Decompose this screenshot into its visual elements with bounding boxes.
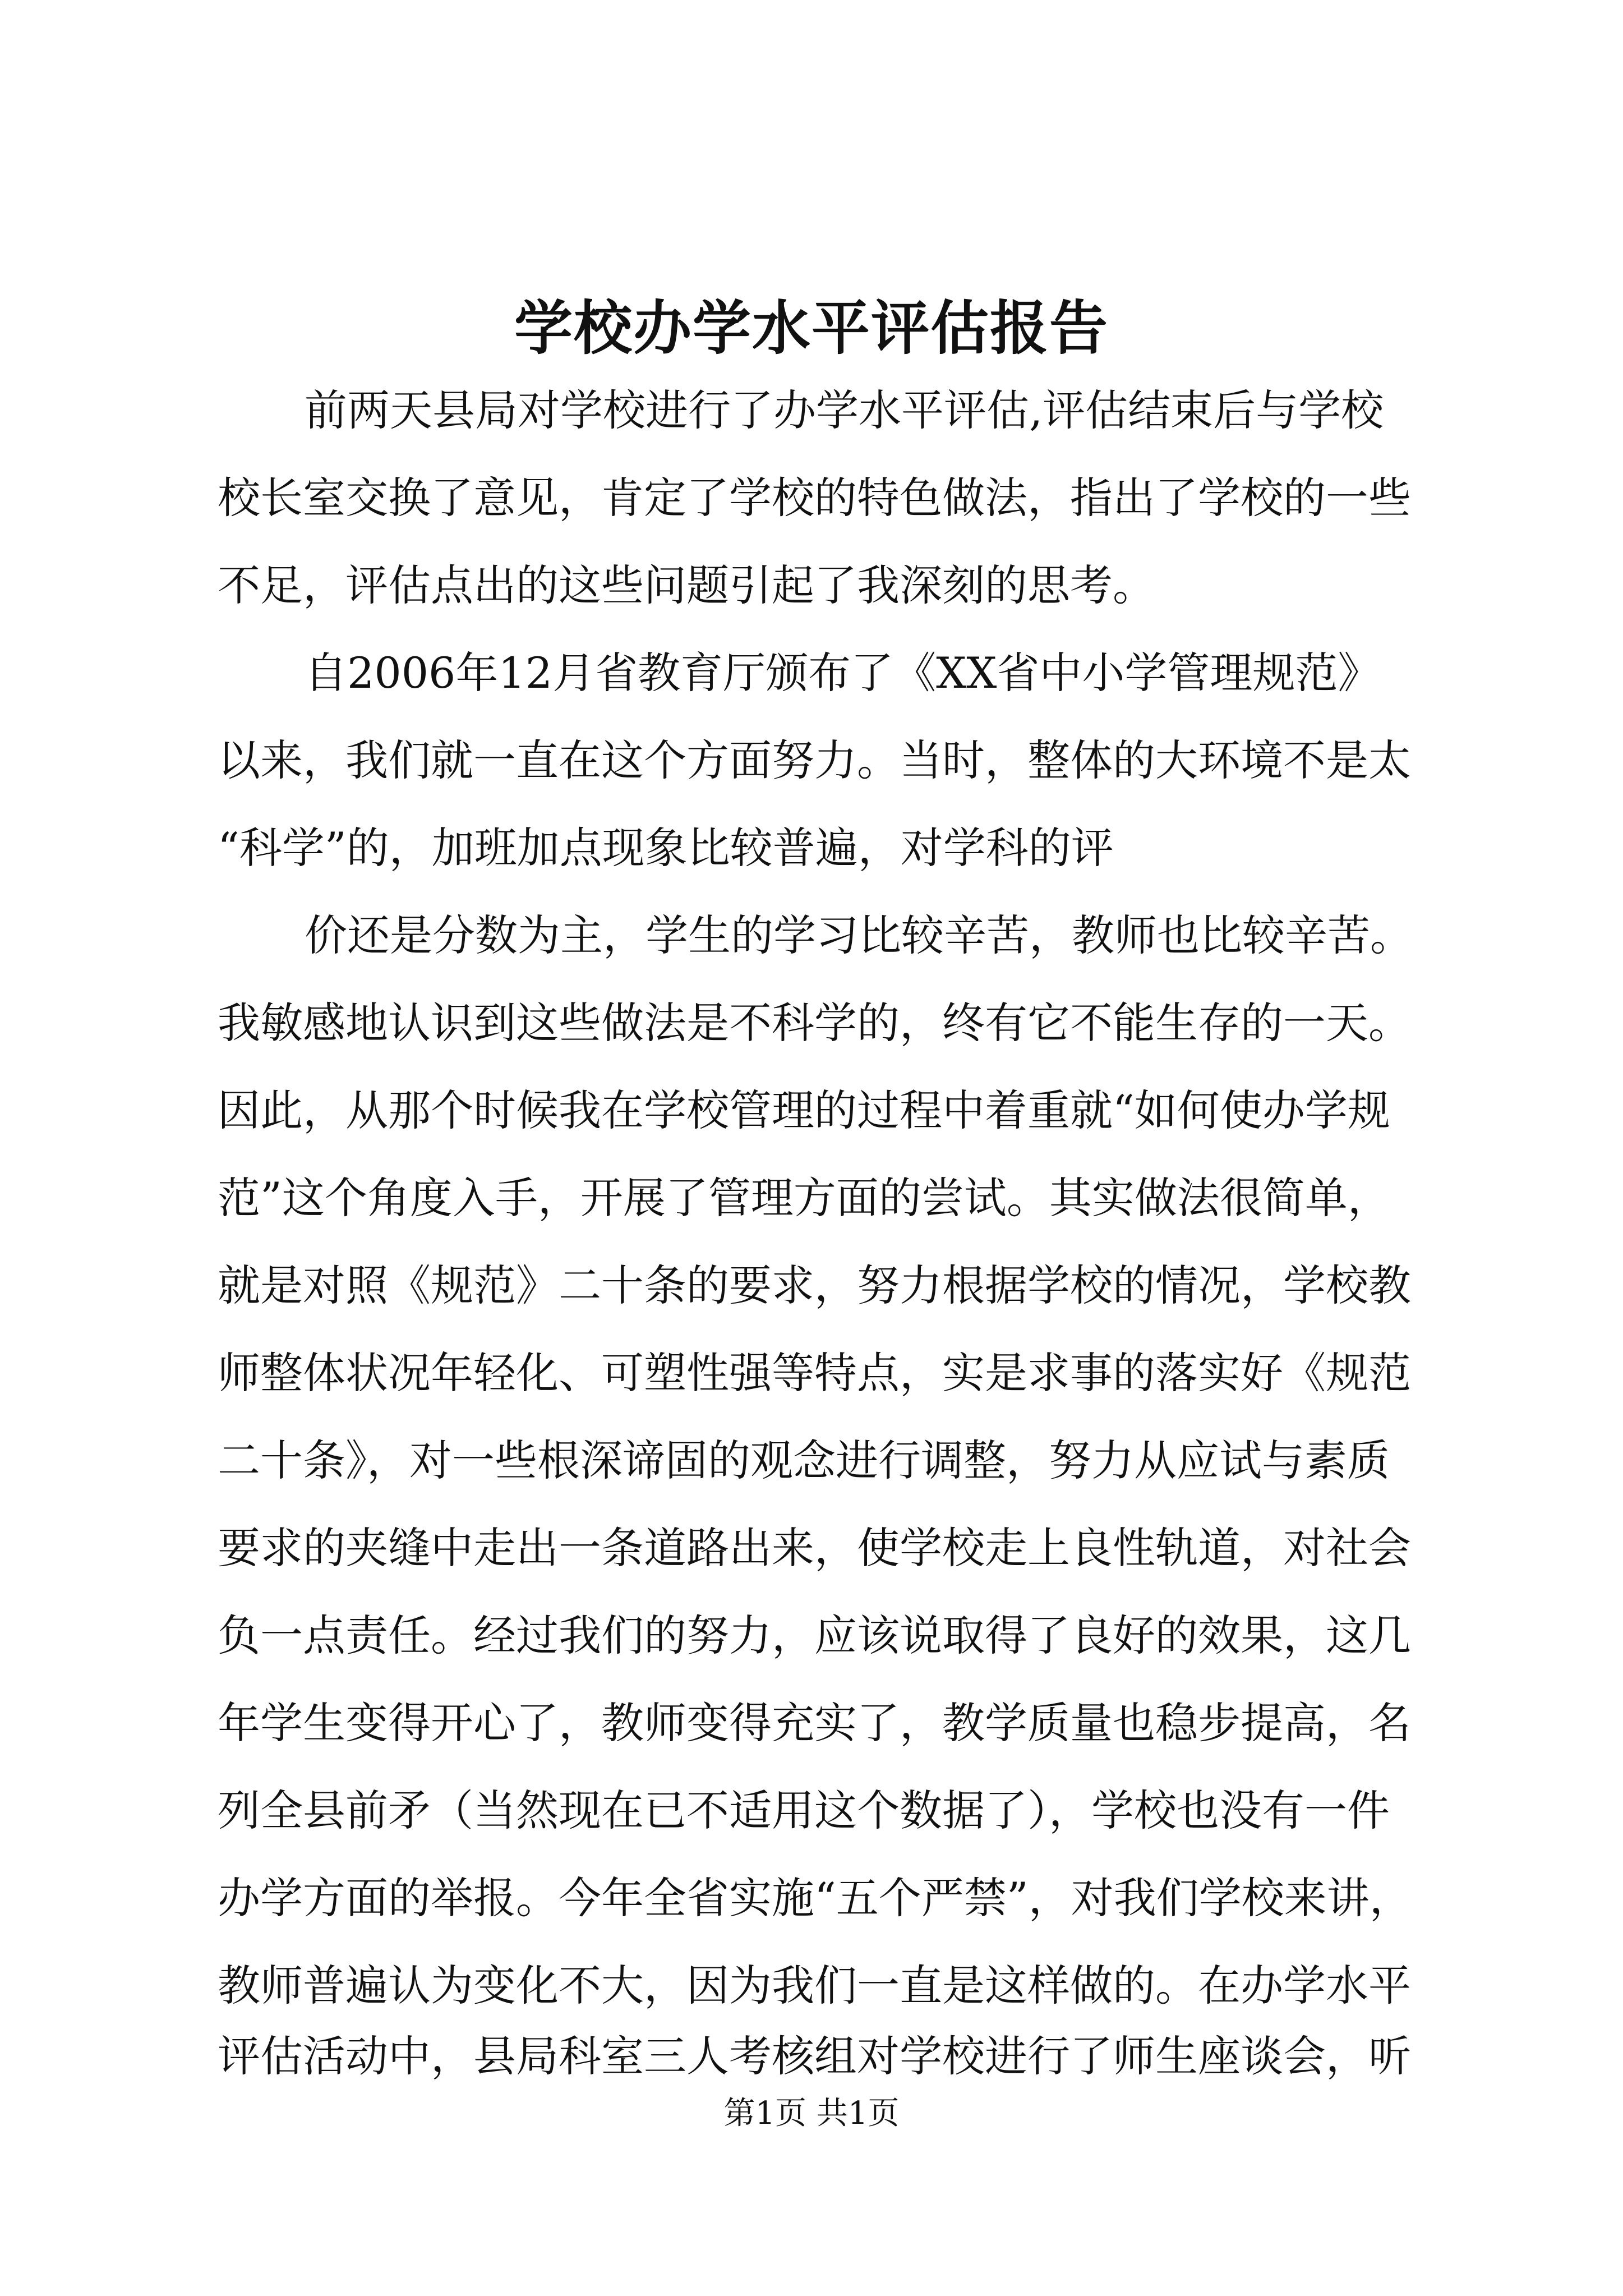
body-line: 要求的夹缝中走出一条道路出来，使学校走上良性轨道，对社会 [218, 1523, 1411, 1573]
body-line: 办学方面的举报。今年全省实施“五个严禁”，对我们学校来讲， [218, 1873, 1412, 1923]
body-line: 师整体状况年轻化、可塑性强等特点，实是求事的落实好《规范 [218, 1348, 1411, 1398]
body-line: 年学生变得开心了，教师变得充实了，教学质量也稳步提高，名 [218, 1698, 1411, 1748]
body-line: 自2006年12月省教育厅颁布了《XX省中小学管理规范》 [305, 648, 1381, 698]
body-line: 以来，我们就一直在这个方面努力。当时，整体的大环境不是太 [218, 735, 1411, 785]
body-line: 教师普遍认为变化不大，因为我们一直是这样做的。在办学水平 [218, 1961, 1411, 2010]
body-line: 范”这个角度入手，开展了管理方面的尝试。其实做法很简单， [218, 1173, 1390, 1223]
document-title: 学校办学水平评估报告 [514, 293, 1109, 362]
body-line: 前两天县局对学校进行了办学水平评估,评估结束后与学校 [305, 385, 1384, 435]
body-line: 价还是分数为主，学生的学习比较辛苦，教师也比较辛苦。 [305, 910, 1413, 960]
body-line: 就是对照《规范》二十条的要求，努力根据学校的情况，学校教 [218, 1260, 1411, 1310]
body-line: “科学”的，加班加点现象比较普遍，对学科的评 [218, 823, 1114, 873]
body-line: 不足，评估点出的这些问题引起了我深刻的思考。 [218, 560, 1155, 610]
body-line: 负一点责任。经过我们的努力，应该说取得了良好的效果，这几 [218, 1611, 1411, 1660]
body-line: 校长室交换了意见，肯定了学校的特色做法，指出了学校的一些 [218, 473, 1411, 523]
body-line: 列全县前矛（当然现在已不适用这个数据了），学校也没有一件 [218, 1786, 1390, 1835]
body-line: 评估活动中，县局科室三人考核组对学校进行了师生座谈会，听 [218, 2031, 1411, 2081]
body-line: 二十条》，对一些根深谛固的观念进行调整，努力从应试与素质 [218, 1435, 1390, 1485]
body-line: 因此，从那个时候我在学校管理的过程中着重就“如何使办学规 [218, 1085, 1390, 1135]
body-line: 我敏感地认识到这些做法是不科学的，终有它不能生存的一天。 [218, 998, 1411, 1048]
page-footer: 第1页 共1页 [723, 2095, 900, 2132]
